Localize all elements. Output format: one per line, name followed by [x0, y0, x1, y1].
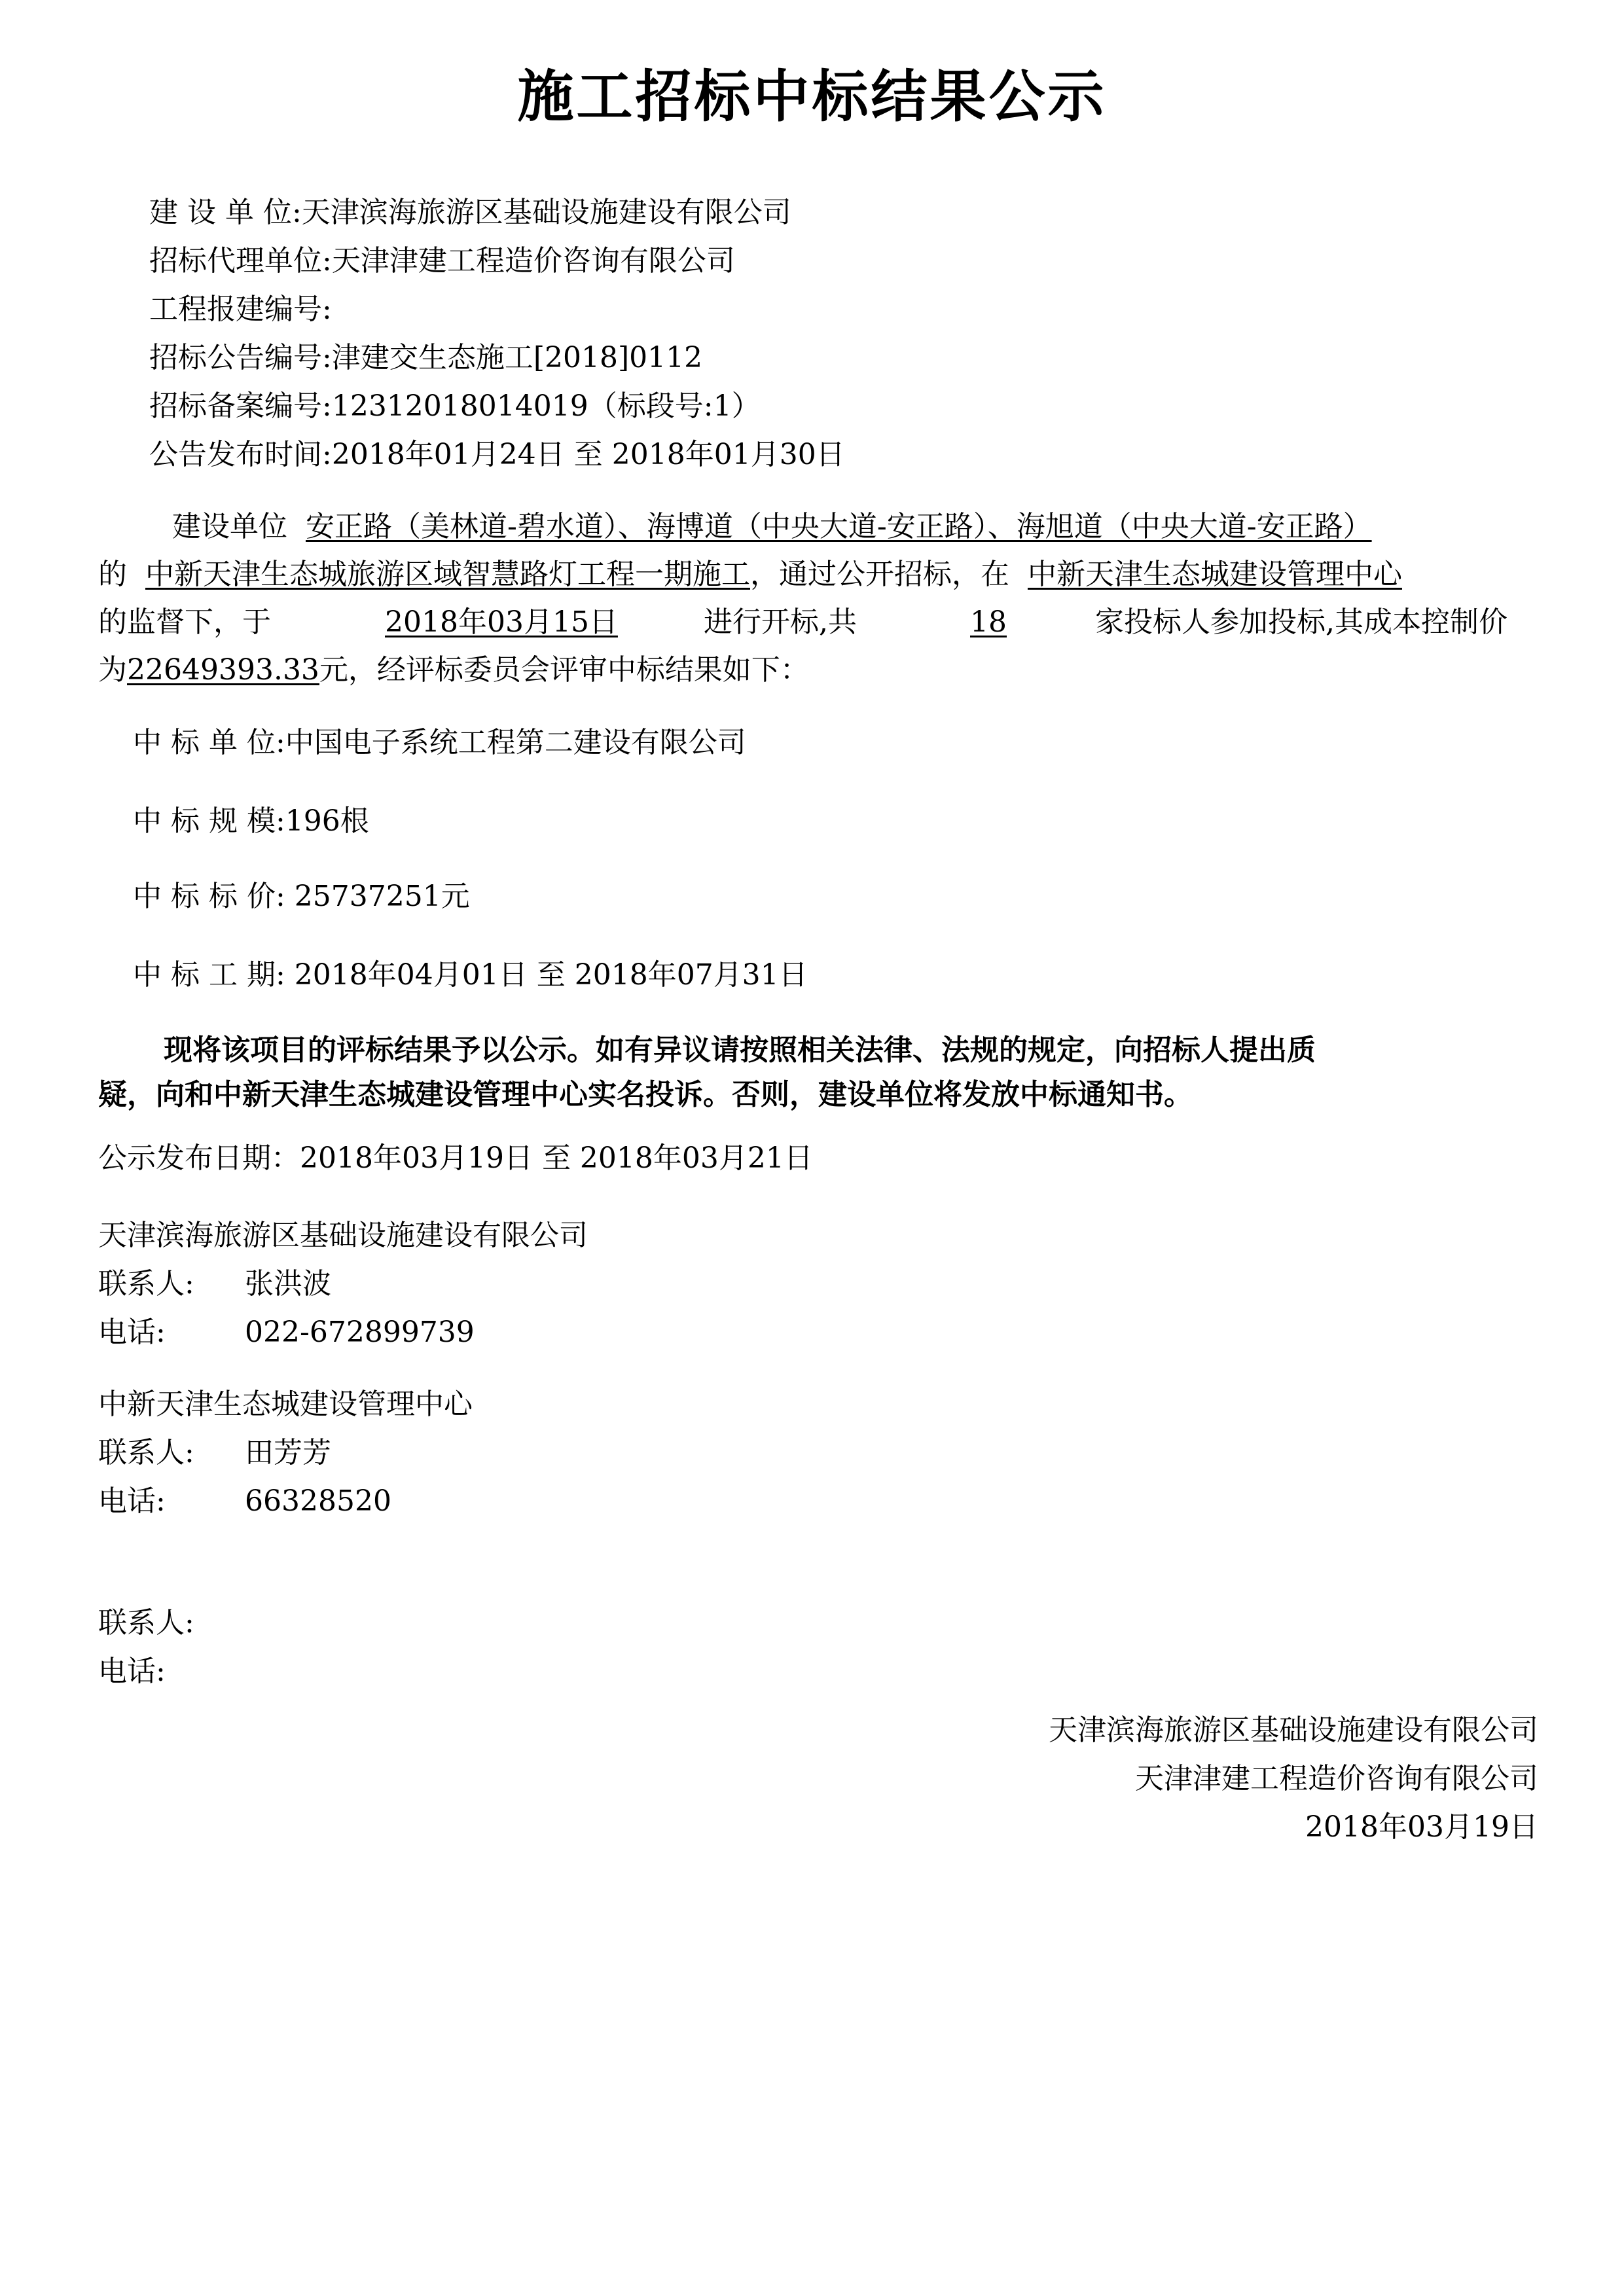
- period-value: 2018年04月01日 至 2018年07月31日: [294, 958, 808, 992]
- period-label: 中 标 工 期:: [133, 958, 285, 992]
- p3-suffix: 家投标人参加投标,其成本控制价: [1095, 605, 1507, 639]
- p2-project: 中新天津生态城旅游区域智慧路灯工程一期施工: [145, 558, 750, 591]
- contact-2-phone-label: 电话:: [98, 1484, 166, 1518]
- paragraph-line-1: [172, 507, 1372, 547]
- contact-1-person-label: 联系人:: [98, 1267, 194, 1300]
- p2-prefix: 的: [98, 558, 127, 591]
- paragraph-line-3: [98, 603, 271, 642]
- p3-date-wrap: [385, 603, 618, 642]
- winner-value: 中国电子系统工程第二建设有限公司: [285, 726, 746, 759]
- p3-mid: 进行开标,共: [704, 605, 857, 639]
- notice-no-row: [149, 338, 702, 378]
- p4-prefix: 为: [98, 653, 127, 687]
- record-no-label: 招标备案编号:: [149, 389, 332, 423]
- p4-price: 22649393.33: [127, 653, 319, 687]
- builder-label: 建 设 单 位:: [149, 196, 302, 229]
- contact-2-person-row: [98, 1433, 194, 1473]
- price-row: [133, 877, 470, 916]
- winner-label: 中 标 单 位:: [133, 726, 285, 759]
- paragraph-line-2: [98, 555, 1402, 594]
- project-no-label: 工程报建编号:: [149, 293, 332, 326]
- contact-1-phone-row: [98, 1313, 166, 1352]
- contact-1-phone: 022-672899739: [245, 1316, 475, 1349]
- extra-contact-person-label: 联系人:: [98, 1606, 194, 1640]
- notice-line-1: 现将该项目的评标结果予以公示。如有异议请按照相关法律、法规的规定，向招标人提出质: [164, 1033, 1316, 1067]
- contact-2-person-label: 联系人:: [98, 1436, 194, 1469]
- document-title: 施工招标中标结果公示: [517, 63, 1107, 130]
- p2-supervisor: 中新天津生态城建设管理中心: [1027, 558, 1402, 591]
- scale-value: 196根: [285, 804, 369, 838]
- period-row: [133, 956, 808, 995]
- signature-org-2: 天津津建工程造价咨询有限公司: [1135, 1762, 1538, 1795]
- p1-roads: 安正路（美林道-碧水道）、海博道（中央大道-安正路）、海旭道（中央大道-安正路）: [305, 510, 1372, 543]
- winner-row: [133, 723, 746, 762]
- scale-label: 中 标 规 模:: [133, 804, 285, 838]
- agent-label: 招标代理单位:: [149, 244, 332, 278]
- record-no-value: 12312018014019（标段号:1）: [331, 389, 761, 423]
- agent-value: 天津津建工程造价咨询有限公司: [331, 244, 735, 278]
- contact-2-phone: 66328520: [245, 1484, 391, 1518]
- publish-time-row: [149, 435, 845, 475]
- signature-date: 2018年03月19日: [1305, 1810, 1538, 1844]
- notice-line-2: 疑，向和中新天津生态城建设管理中心实名投诉。否则，建设单位将发放中标通知书。: [98, 1078, 1193, 1111]
- paragraph-line-4: [98, 651, 809, 690]
- publish-time-label: 公告发布时间:: [149, 438, 332, 471]
- agent-row: [149, 242, 735, 281]
- notice-no-label: 招标公告编号:: [149, 341, 332, 374]
- p1-prefix: 建设单位: [172, 510, 287, 543]
- extra-contact-phone-label: 电话:: [98, 1655, 166, 1688]
- price-label: 中 标 标 价:: [133, 880, 285, 913]
- price-value: 25737251元: [294, 880, 470, 913]
- notice-no-value: 津建交生态施工[2018]0112: [331, 341, 703, 374]
- p3-mid-wrap: [704, 603, 857, 642]
- project-no-row: [149, 290, 332, 329]
- contact-2-phone-row: [98, 1482, 166, 1521]
- contact-2-person: 田芳芳: [245, 1436, 331, 1469]
- p2-mid: ，通过公开招标，在: [749, 558, 1009, 591]
- p3-count: 18: [970, 605, 1007, 639]
- builder-value: 天津滨海旅游区基础设施建设有限公司: [301, 196, 791, 229]
- contact-1-person-row: [98, 1265, 194, 1304]
- contact-1-phone-label: 电话:: [98, 1316, 166, 1349]
- contact-2-org: 中新天津生态城建设管理中心: [98, 1388, 473, 1421]
- contact-1-person: 张洪波: [245, 1267, 331, 1300]
- p3-date: 2018年03月15日: [385, 605, 618, 639]
- signature-org-1: 天津滨海旅游区基础设施建设有限公司: [1049, 1713, 1538, 1747]
- publicity-date: 公示发布日期：2018年03月19日 至 2018年03月21日: [98, 1141, 813, 1175]
- publish-time-value: 2018年01月24日 至 2018年01月30日: [331, 438, 845, 471]
- builder-row: [149, 193, 791, 232]
- record-no-row: [149, 387, 761, 426]
- contact-1-org: 天津滨海旅游区基础设施建设有限公司: [98, 1219, 588, 1252]
- p3-count-wrap: [970, 603, 1007, 642]
- p4-suffix: 元，经评标委员会评审中标结果如下：: [319, 653, 809, 687]
- p3-prefix: 的监督下，于: [98, 605, 271, 639]
- scale-row: [133, 802, 369, 841]
- p3-suffix-wrap: [1095, 603, 1507, 642]
